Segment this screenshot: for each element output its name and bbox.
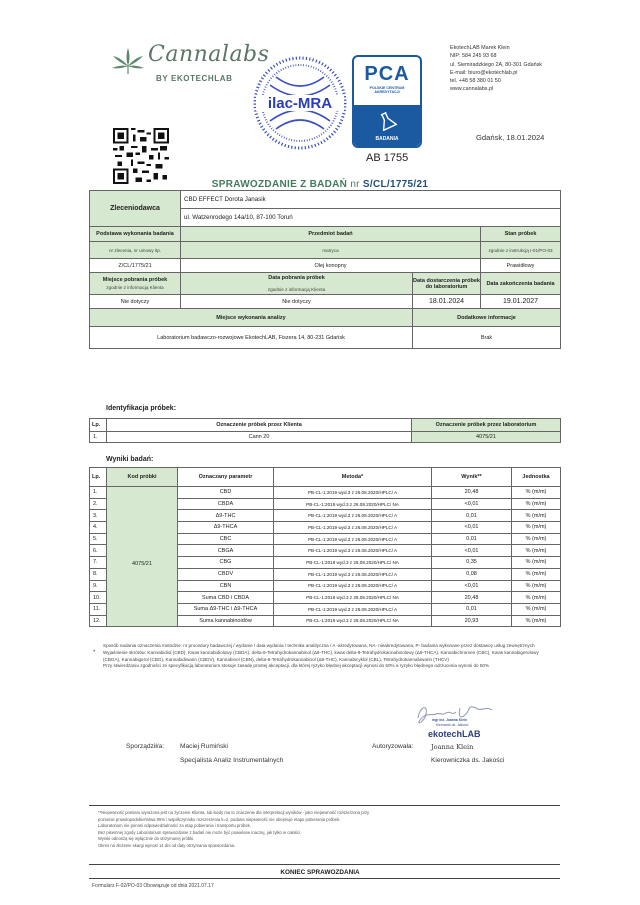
logo-subtitle: BY EKOTECHLAB [156, 74, 233, 83]
completion-label: Data zakończenia badania [481, 273, 561, 295]
row-result: <0,01 [432, 580, 512, 592]
form-identifier: Formularz F-02/PO-03 Obowiązuje od dnia 2021.07.17 [92, 883, 214, 889]
delivery-value: 18.01.2024 [413, 295, 481, 309]
authorized-by-label: Autoryzowała: [372, 743, 414, 750]
stamp-brand: ekotechLAB [428, 729, 481, 739]
company-address: ul. Siemiradzkiego 2A, 80-301 Gdańsk [450, 61, 542, 68]
stamp-name: mgr inż. Joanna Klein [432, 718, 468, 722]
footnotes [98, 810, 518, 850]
subject-label: Przedmiot badań [181, 227, 481, 242]
row-lp: 6. [90, 545, 107, 557]
report-number: S/CL/1775/21 [362, 179, 429, 190]
row-method: PB-CL-1:2019 wyd.3 z 26.08.2020/HPLC/ A [274, 533, 432, 545]
footnote-line: Laboratorium nie ponosi odpowiedzialności za etap pobierania i transportu próbek. [98, 823, 251, 829]
row-unit: % (m/m) [512, 615, 561, 627]
cannabis-leaf-icon [110, 46, 146, 76]
results-header-method: Metoda* [274, 468, 432, 487]
row-lp: 4. [90, 522, 107, 534]
row-unit: % (m/m) [512, 510, 561, 522]
report-title-nr: nr [350, 179, 360, 190]
row-lp: 9. [90, 580, 107, 592]
state-label: Stan próbek [481, 227, 561, 242]
footnotes-divider [89, 805, 560, 806]
end-divider-bottom [89, 878, 560, 879]
extra-info-label: Dodatkowe informacje [413, 309, 561, 327]
row-method: PB-CL-1:2019 wyd.3 z 26.08.2020/HPLC/ NA [274, 557, 432, 569]
qr-code-icon [113, 128, 169, 184]
method-notes [93, 643, 556, 670]
pca-title: PCA [364, 63, 410, 85]
sample-code: 4075/21 [107, 487, 178, 627]
company-nip: NIP: 584 245 93 68 [450, 53, 497, 60]
company-info [450, 44, 542, 94]
row-lp: 1. [90, 487, 107, 499]
end-of-report: KONIEC SPRAWOZDANIA [280, 869, 360, 876]
row-result: 20,48 [432, 592, 512, 604]
sampling-place-label: Miejsce pobrania próbek [102, 277, 168, 283]
row-param: CBDA [178, 498, 274, 510]
row-unit: % (m/m) [512, 498, 561, 510]
results-table [89, 467, 561, 627]
row-unit: % (m/m) [512, 545, 561, 557]
row-method: PB-CL-1:2019 wyd.3 z 26.08.2020/HPLC/ A [274, 522, 432, 534]
row-method: PB-CL-1:2019 wyd.3 z 26.08.2020/HPLC/ A [274, 568, 432, 580]
pca-org-line1: POLSKIE CENTRUM [369, 86, 405, 90]
row-lp: 3. [90, 510, 107, 522]
row-param: CBG [178, 557, 274, 569]
state-value: Prawidłowy [481, 259, 561, 273]
identification-header-lp: Lp. [90, 419, 107, 432]
accreditation-number: AB 1755 [366, 152, 409, 164]
sampling-date-sub: zgodnie z informacją Klienta [267, 287, 326, 292]
footnote-line: **Niepewność pomiaru wyrażona jest na życzenie Klienta, lub kiedy ma to znaczenie dla interpretacji wyników - jako niepewność rozszerzona przy [98, 810, 370, 815]
row-param: Suma kannabinoidów [178, 615, 274, 627]
analysis-place-value: Laboratorium badawczo-rozwojowe EkotechLAB, Fiszera 14, 80-231 Gdańsk [90, 327, 413, 349]
row-lp: 7. [90, 557, 107, 569]
row-method: PB-CL-1:2019 wyd.3 z 26.08.2020/HPLC/ A [274, 545, 432, 557]
extra-info-value: Brak [413, 327, 561, 349]
row-lp: 5. [90, 533, 107, 545]
authorized-by-block [431, 740, 504, 768]
logo-wordmark: Cannalabs [148, 42, 270, 67]
analysis-place-label: Miejsce wykonania analizy [90, 309, 413, 327]
footnote-line: Bez pisemnej zgody Laboratorium sprawozdanie z badań nie może być powielane inaczej, jak tylko w całości. [98, 829, 302, 835]
row-method: PB-CL-1:2019 wyd.3 z 26.08.2020/HPLC/ NA [274, 592, 432, 604]
company-email[interactable]: E-mail: biuro@ekotechlab.pl [450, 69, 518, 76]
report-title-text: SPRAWOZDANIE Z BADAŃ [211, 179, 348, 190]
footnote-line: Wyniki odnoszą się wyłącznie do otrzymanej próbki. [98, 836, 195, 842]
row-param: Δ9-THC [178, 510, 274, 522]
prepared-by-label: Sporządził/a: [126, 743, 165, 750]
row-result: 0,35 [432, 557, 512, 569]
row-param: CBDV [178, 568, 274, 580]
row-lp: 12. [90, 615, 107, 627]
row-unit: % (m/m) [512, 592, 561, 604]
footnote-line: poziomie prawdopodobieństwa 95% i współczynniku rozszerzenia k=2, podana niepewność nie obejmuje etapu pobierania próbek. [98, 816, 341, 822]
results-header-unit: Jednostka [512, 468, 561, 487]
sampling-date-value: Nie dotyczy [181, 295, 413, 309]
client-info-table [89, 190, 561, 349]
row-lp: 2. [90, 498, 107, 510]
note-bullet: * [93, 650, 96, 656]
ilac-mra-emblem-icon [252, 55, 348, 151]
row-result: 20,93 [432, 615, 512, 627]
row-param: Suma Δ9-THC i Δ9-THCA [178, 603, 274, 615]
flask-icon [377, 111, 397, 131]
sampling-place-value: Nie dotyczy [90, 295, 181, 309]
row-result: <0,01 [432, 498, 512, 510]
results-header-lp: Lp. [90, 468, 107, 487]
row-param: Suma CBD i CBDA [178, 592, 274, 604]
row-result: 0,01 [432, 510, 512, 522]
end-divider-top [89, 864, 560, 865]
results-header-result: Wynik** [432, 468, 512, 487]
completion-value: 19.01.2027 [481, 295, 561, 309]
state-sub: zgodnie z instrukcją I-01/PO-03 [481, 242, 561, 259]
row-unit: % (m/m) [512, 557, 561, 569]
table-row [90, 487, 561, 499]
row-unit: % (m/m) [512, 580, 561, 592]
report-title [0, 179, 640, 190]
identification-section-label: Identyfikacja próbek: [106, 405, 177, 412]
qr-code[interactable] [113, 128, 169, 184]
row-method: PB-CL-1:2019 wyd.3 z 26.08.2020/HPLC/ A [274, 580, 432, 592]
row-result: 0,01 [432, 603, 512, 615]
place-date: Gdańsk, 18.01.2024 [476, 133, 545, 142]
row-method: PB-CL-1:2019 wyd.3 z 26.08.2020/HPLC/ A [274, 487, 432, 499]
prepared-by-role: Specjalista Analiz Instrumentalnych [180, 757, 284, 764]
row-param: Δ9-THCA [178, 522, 274, 534]
row-lp: 8. [90, 568, 107, 580]
sampling-date-cell [181, 273, 413, 295]
basis-label: Podstawa wykonania badania [90, 227, 181, 242]
subject-sub: matryca [181, 242, 481, 259]
cannalabs-logo [110, 40, 270, 100]
row-unit: % (m/m) [512, 487, 561, 499]
delivery-label: Data dostarczenia próbek do laboratorium [413, 273, 481, 295]
results-header-code: Kod próbki [107, 468, 178, 487]
row-result: 20,48 [432, 487, 512, 499]
row-lp: 10. [90, 592, 107, 604]
row-method: PB-CL-1:2019 wyd.3 z 26.08.2020/HPLC/ NA [274, 615, 432, 627]
basis-sub: nr zlecenia, nr umowy itp. [90, 242, 181, 259]
pca-accreditation-badge [352, 55, 422, 148]
decision-rule: Przy stwierdzaniu zgodności ze specyfikacją laboratorium stosuje zasadę prostej akceptacji, dla której ryzyko błędnej akceptacji wynosi do 50% a ryzyko błędnego odrzucenia wynosi do 50% [103, 663, 490, 669]
prepared-by-block [180, 740, 283, 768]
sample-identification-table [89, 418, 561, 443]
ilac-mra-logo [252, 55, 348, 151]
row-param: CBGA [178, 545, 274, 557]
row-method: PB-CL-1:2019 wyd.3 z 26.08.2020/HPLC/ A [274, 603, 432, 615]
client-name: CBD EFFECT Dorota Janasik [181, 191, 561, 209]
basis-value: Z/CL/1775/21 [90, 259, 181, 273]
sampling-date-label: Data pobrania próbek [268, 275, 325, 281]
company-name: EkotechLAB Marek Klein [450, 45, 510, 51]
identification-header-lab: Oznaczenie próbek przez laboratorium [412, 419, 561, 432]
identification-client-code: Cann 20 [107, 432, 412, 443]
client-address: ul. Watzenrodego 14a/10, 87-100 Toruń [181, 209, 561, 227]
company-website[interactable]: www.cannalabs.pl [450, 86, 494, 93]
sampling-place-sub: zgodnie z informacją Klienta [106, 285, 164, 290]
row-unit: % (m/m) [512, 522, 561, 534]
pca-section: BADANIA [375, 136, 399, 142]
row-method: PB-CL-1:2019 wyd.3 z 26.08.2020/HPLC/ A [274, 510, 432, 522]
row-result: <0,01 [432, 522, 512, 534]
identification-lp: 1. [90, 432, 107, 443]
row-lp: 11. [90, 603, 107, 615]
table-row [90, 432, 561, 443]
company-phone: tel. +48 58 380 01 50 [450, 78, 501, 85]
prepared-by-name: Maciej Rumiński [180, 743, 228, 750]
abbreviations: Wyjaśnienie skrótów: Kannabidiol (CBD), Kwas kannabidiolowy (CBDA), delta-9-Tetrahydrokannabinol (Δ9-THC), kwas delta-9-Tetrahydrokannabinolowy (Δ9-THCA), Kannabichromen (CBC), Kwas kannabigerolowy (CBGA), Kannabigerol (CBG), Kannabidiwarin (CBDV), Kannabinol (CBN), delta-8-Tetrahydrokannabinol (Δ8-THC), Kannabicyklol (CBL), Tetrahydrokannabiwarin (THCV) [103, 649, 539, 662]
row-result: <0,01 [432, 545, 512, 557]
row-result: 0,01 [432, 533, 512, 545]
results-section-label: Wyniki badań: [106, 456, 154, 463]
svg-text:ilac-MRA: ilac-MRA [267, 95, 333, 112]
authorized-by-name: Joanna Klein [431, 743, 474, 751]
row-unit: % (m/m) [512, 568, 561, 580]
row-param: CBC [178, 533, 274, 545]
row-unit: % (m/m) [512, 603, 561, 615]
identification-header-client: Oznaczenie próbek przez Klienta [107, 419, 412, 432]
row-param: CBN [178, 580, 274, 592]
row-method: PB-CL-1:2019 wyd.3 z 26.08.2020/HPLC/ NA [274, 498, 432, 510]
stamp-role: Kierownik ds. Jakości [436, 723, 469, 727]
identification-lab-code: 4075/21 [412, 432, 561, 443]
authorized-by-role: Kierowniczka ds. Jakości [431, 757, 505, 764]
sampling-place-cell [90, 273, 181, 295]
client-label: Zleceniodawca [90, 191, 181, 227]
row-result: 0,08 [432, 568, 512, 580]
results-header-param: Oznaczany parametr [178, 468, 274, 487]
row-unit: % (m/m) [512, 533, 561, 545]
row-param: CBD [178, 487, 274, 499]
subject-value: Olej konopny [181, 259, 481, 273]
method-legend: Sposób nadania oznaczenia metodzie: nr procedury badawczej / wydanie / data wydania / technika analityczna / A -akredytowana, NA- nieakredytowana, P- badania wykonane przez dostawcę usług zewnętrznych [103, 643, 535, 648]
footnote-line: Okres na złożenie skargi wynosi 14 dni od daty otrzymania sprawozdania. [98, 842, 236, 848]
pca-org-line2: AKREDYTACJI [374, 90, 400, 94]
